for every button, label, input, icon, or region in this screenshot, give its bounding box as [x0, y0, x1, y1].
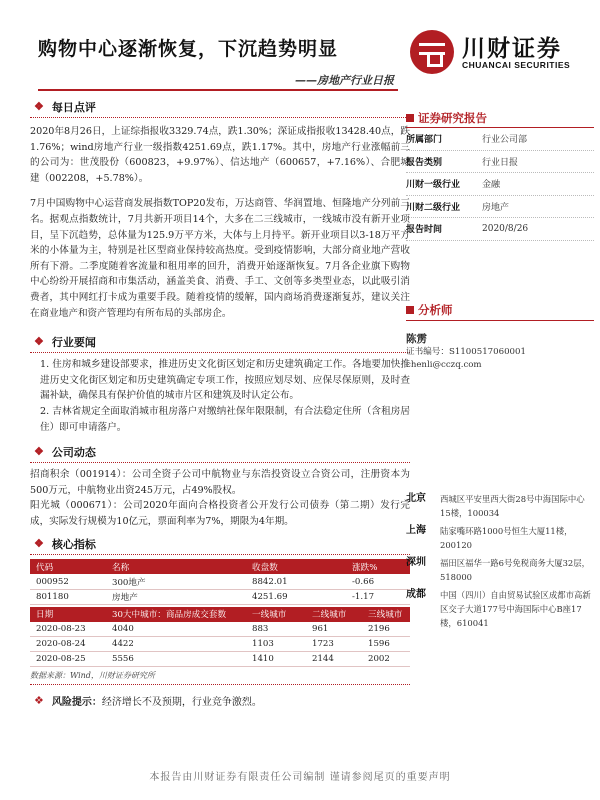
section-indicators-title: 核心指标: [51, 537, 96, 551]
info-row: [406, 196, 594, 219]
news-item-1: 1. 住房和城乡建设部要求，推进历史文化街区划定和历史建筑确定工作。各地要加快推进历史文化街区划定和历史建筑确定专项工作，按照应划尽划、应保尽保原则，及时查漏补缺，确保具有保护价值的城市片区和建筑及时认定公布。: [40, 359, 410, 402]
diamond-icon: ❖: [34, 694, 44, 708]
logo-name-en: CHUANCAI SECURITIES: [462, 60, 571, 70]
daily-paragraph-2: 7月中国购物中心运营商发展指数TOP20发布，万达商管、华润置地、恒隆地产分列前三名。据观点指数统计，7月共新开项目14个，大多在二三线城市，一线城市没有新开业项目，呈下沉趋势，总体量为125.9万平方米，大体与上月持平。新开业项目以3-18万平方米的小体量为主，特别是社区型商业保持较高热度。受到疫情影响，大部分商业地产营收所有下滑。二季度随着客流量和租用率的回升，消费开始逐渐恢复。7月各企业旗下购物中心纷纷开展招商和市集活动，涵盖美食、消费、手工、文创等多类型业态，以此吸引消费者，其中网红打卡成为重要手段。随着疫情的缓解，国内商场消费逐渐复苏，建议关注在商业地产和资产管理均有所布局的头部房企。: [30, 198, 410, 319]
info-key: 川财二级行业: [406, 202, 461, 213]
cell: 房地产: [106, 589, 246, 604]
info-row: [406, 128, 594, 151]
section-company-heading: [30, 441, 410, 463]
main-column: [30, 96, 410, 708]
cell: 1596: [362, 637, 410, 652]
info-row: [406, 151, 594, 174]
office-address: 中国（四川）自由贸易试验区成都市高新区交子大道177号中海国际中心B座17楼，610041: [440, 589, 591, 628]
analyst-email[interactable]: chenli@cczq.com: [406, 359, 482, 370]
office-city: 成都: [406, 588, 426, 600]
report-subtitle: ——房地产行业日报: [295, 74, 394, 87]
analyst-cert: 证书编号：S1100517060001: [406, 346, 526, 357]
tx-header-date: 日期: [30, 607, 106, 622]
news-item-2: 2. 吉林省规定全面取消城市租房落户对缴纳社保年限限制，有合法稳定住所（含租房居住）即可申请落户。: [40, 405, 410, 433]
tx-header-tier1: 一线城市: [246, 607, 306, 622]
office-beijing: [406, 492, 594, 520]
info-value: 房地产: [482, 202, 510, 213]
tx-header-tier2: 二线城市: [306, 607, 362, 622]
report-title: 购物中心逐渐恢复，下沉趋势明显: [38, 38, 339, 60]
info-key: 所属部门: [406, 135, 443, 146]
company-item-1: 招商积余（001914）：公司全资子公司中航物业与东浩投资设立合资公司，注册资本为500万元，中航物业出资245万元，占49%股权。: [30, 469, 410, 496]
cell: 4422: [106, 637, 246, 652]
cell: 8842.01: [246, 574, 346, 589]
table-row: [30, 574, 410, 589]
diamond-icon: ❖: [34, 100, 44, 113]
cell: 2020-08-24: [30, 637, 106, 652]
research-heading: [406, 108, 594, 128]
cell: 300地产: [106, 574, 246, 589]
cell: 2144: [306, 652, 362, 667]
section-daily-heading: [30, 96, 410, 118]
cell: 2020-08-25: [30, 652, 106, 667]
office-address: 陆家嘴环路1000号恒生大厦11楼，200120: [440, 525, 573, 550]
section-news-title: 行业要闻: [51, 335, 96, 349]
cell: -0.66: [346, 574, 410, 589]
diamond-icon: ❖: [34, 445, 44, 459]
tx-header-tier3: 三线城市: [362, 607, 410, 622]
office-address: 西城区平安里西大街28号中海国际中心15楼，100034: [440, 493, 585, 518]
section-indicators-heading: [30, 533, 410, 555]
cell: -1.17: [346, 589, 410, 604]
transaction-table-header: [30, 607, 410, 622]
risk-text: 经济增长不及预期，行业竞争激烈。: [101, 697, 262, 709]
office-city: 深圳: [406, 556, 426, 568]
tx-header-total: 30大中城市：商品房成交套数: [106, 607, 246, 622]
cell: 000952: [30, 574, 106, 589]
index-table-header: [30, 559, 410, 574]
page-footer: 本报告由川财证券有限责任公司编制 谨请参阅尾页的重要声明: [149, 772, 451, 783]
cell: 801180: [30, 589, 106, 604]
risk-warning: [30, 693, 410, 708]
cell: 1103: [246, 637, 306, 652]
info-value: 金融: [482, 180, 501, 191]
cell: 4040: [106, 622, 246, 637]
risk-label: 风险提示：: [51, 697, 102, 709]
cell: 2002: [362, 652, 410, 667]
info-value: 行业日报: [482, 157, 519, 168]
table-row: [30, 637, 410, 652]
square-bullet-icon: [406, 114, 414, 122]
data-source: 数据来源：Wind，川财证券研究所: [30, 670, 410, 685]
office-city: 上海: [406, 524, 426, 536]
index-header-close: 收盘数: [246, 559, 346, 574]
logo-name-cn: 川财证券: [462, 36, 562, 62]
analyst-name: 陈雳: [406, 332, 427, 345]
info-value: 2020/8/26: [482, 223, 529, 234]
info-key: 川财一级行业: [406, 180, 461, 191]
office-list: [406, 492, 594, 630]
info-row: [406, 218, 594, 241]
index-header-name: 名称: [106, 559, 246, 574]
diamond-icon: ❖: [34, 537, 44, 551]
office-shanghai: [406, 524, 594, 552]
cell: 4251.69: [246, 589, 346, 604]
table-row: [30, 589, 410, 604]
daily-paragraph-1: 2020年8月26日，上证综指报收3329.74点，跌1.30%；深证成指报收13428.40点，跌1.76%；wind房地产行业一级指数4251.69点，跌1.17%。其中，房地产行业涨幅前三的公司为：世茂股份（600823，+9.97%）、信达地产（600657，+7.16%）、合肥城建（002208，+5.78%）。: [30, 126, 410, 184]
index-header-code: 代码: [30, 559, 106, 574]
office-address: 福田区福华一路6号免税商务大厦32层，518000: [440, 557, 590, 582]
office-chengdu: [406, 588, 594, 630]
office-city: 北京: [406, 492, 426, 504]
section-news-heading: [30, 331, 410, 353]
research-title: 证券研究报告: [418, 110, 487, 125]
square-bullet-icon: [406, 306, 414, 314]
cell: 961: [306, 622, 362, 637]
info-value: 行业公司部: [482, 135, 528, 146]
transaction-table: [30, 607, 410, 668]
diamond-icon: ❖: [34, 335, 44, 349]
index-table: [30, 559, 410, 605]
cell: 883: [246, 622, 306, 637]
index-header-change: 涨跌%: [346, 559, 410, 574]
sidebar: [406, 108, 594, 630]
section-daily-title: 每日点评: [51, 100, 96, 114]
analyst-heading: [406, 301, 594, 321]
company-logo: [410, 30, 590, 74]
info-row: [406, 173, 594, 196]
analyst-title: 分析师: [418, 303, 453, 317]
cell: 1410: [246, 652, 306, 667]
table-row: [30, 652, 410, 667]
company-item-2: 阳光城（000671）：公司2020年面向合格投资者公开发行公司债券（第二期）发行完成，实际发行规模为10亿元，票面利率为7%，期限为4年期。: [30, 500, 410, 527]
section-company-title: 公司动态: [51, 445, 96, 459]
info-key: 报告类别: [406, 157, 443, 168]
office-shenzhen: [406, 556, 594, 584]
title-rule: [38, 89, 398, 91]
logo-mark-icon: [410, 30, 454, 74]
cell: 2196: [362, 622, 410, 637]
cell: 1723: [306, 637, 362, 652]
info-key: 报告时间: [406, 225, 443, 236]
table-row: [30, 622, 410, 637]
cell: 2020-08-23: [30, 622, 106, 637]
cell: 5556: [106, 652, 246, 667]
